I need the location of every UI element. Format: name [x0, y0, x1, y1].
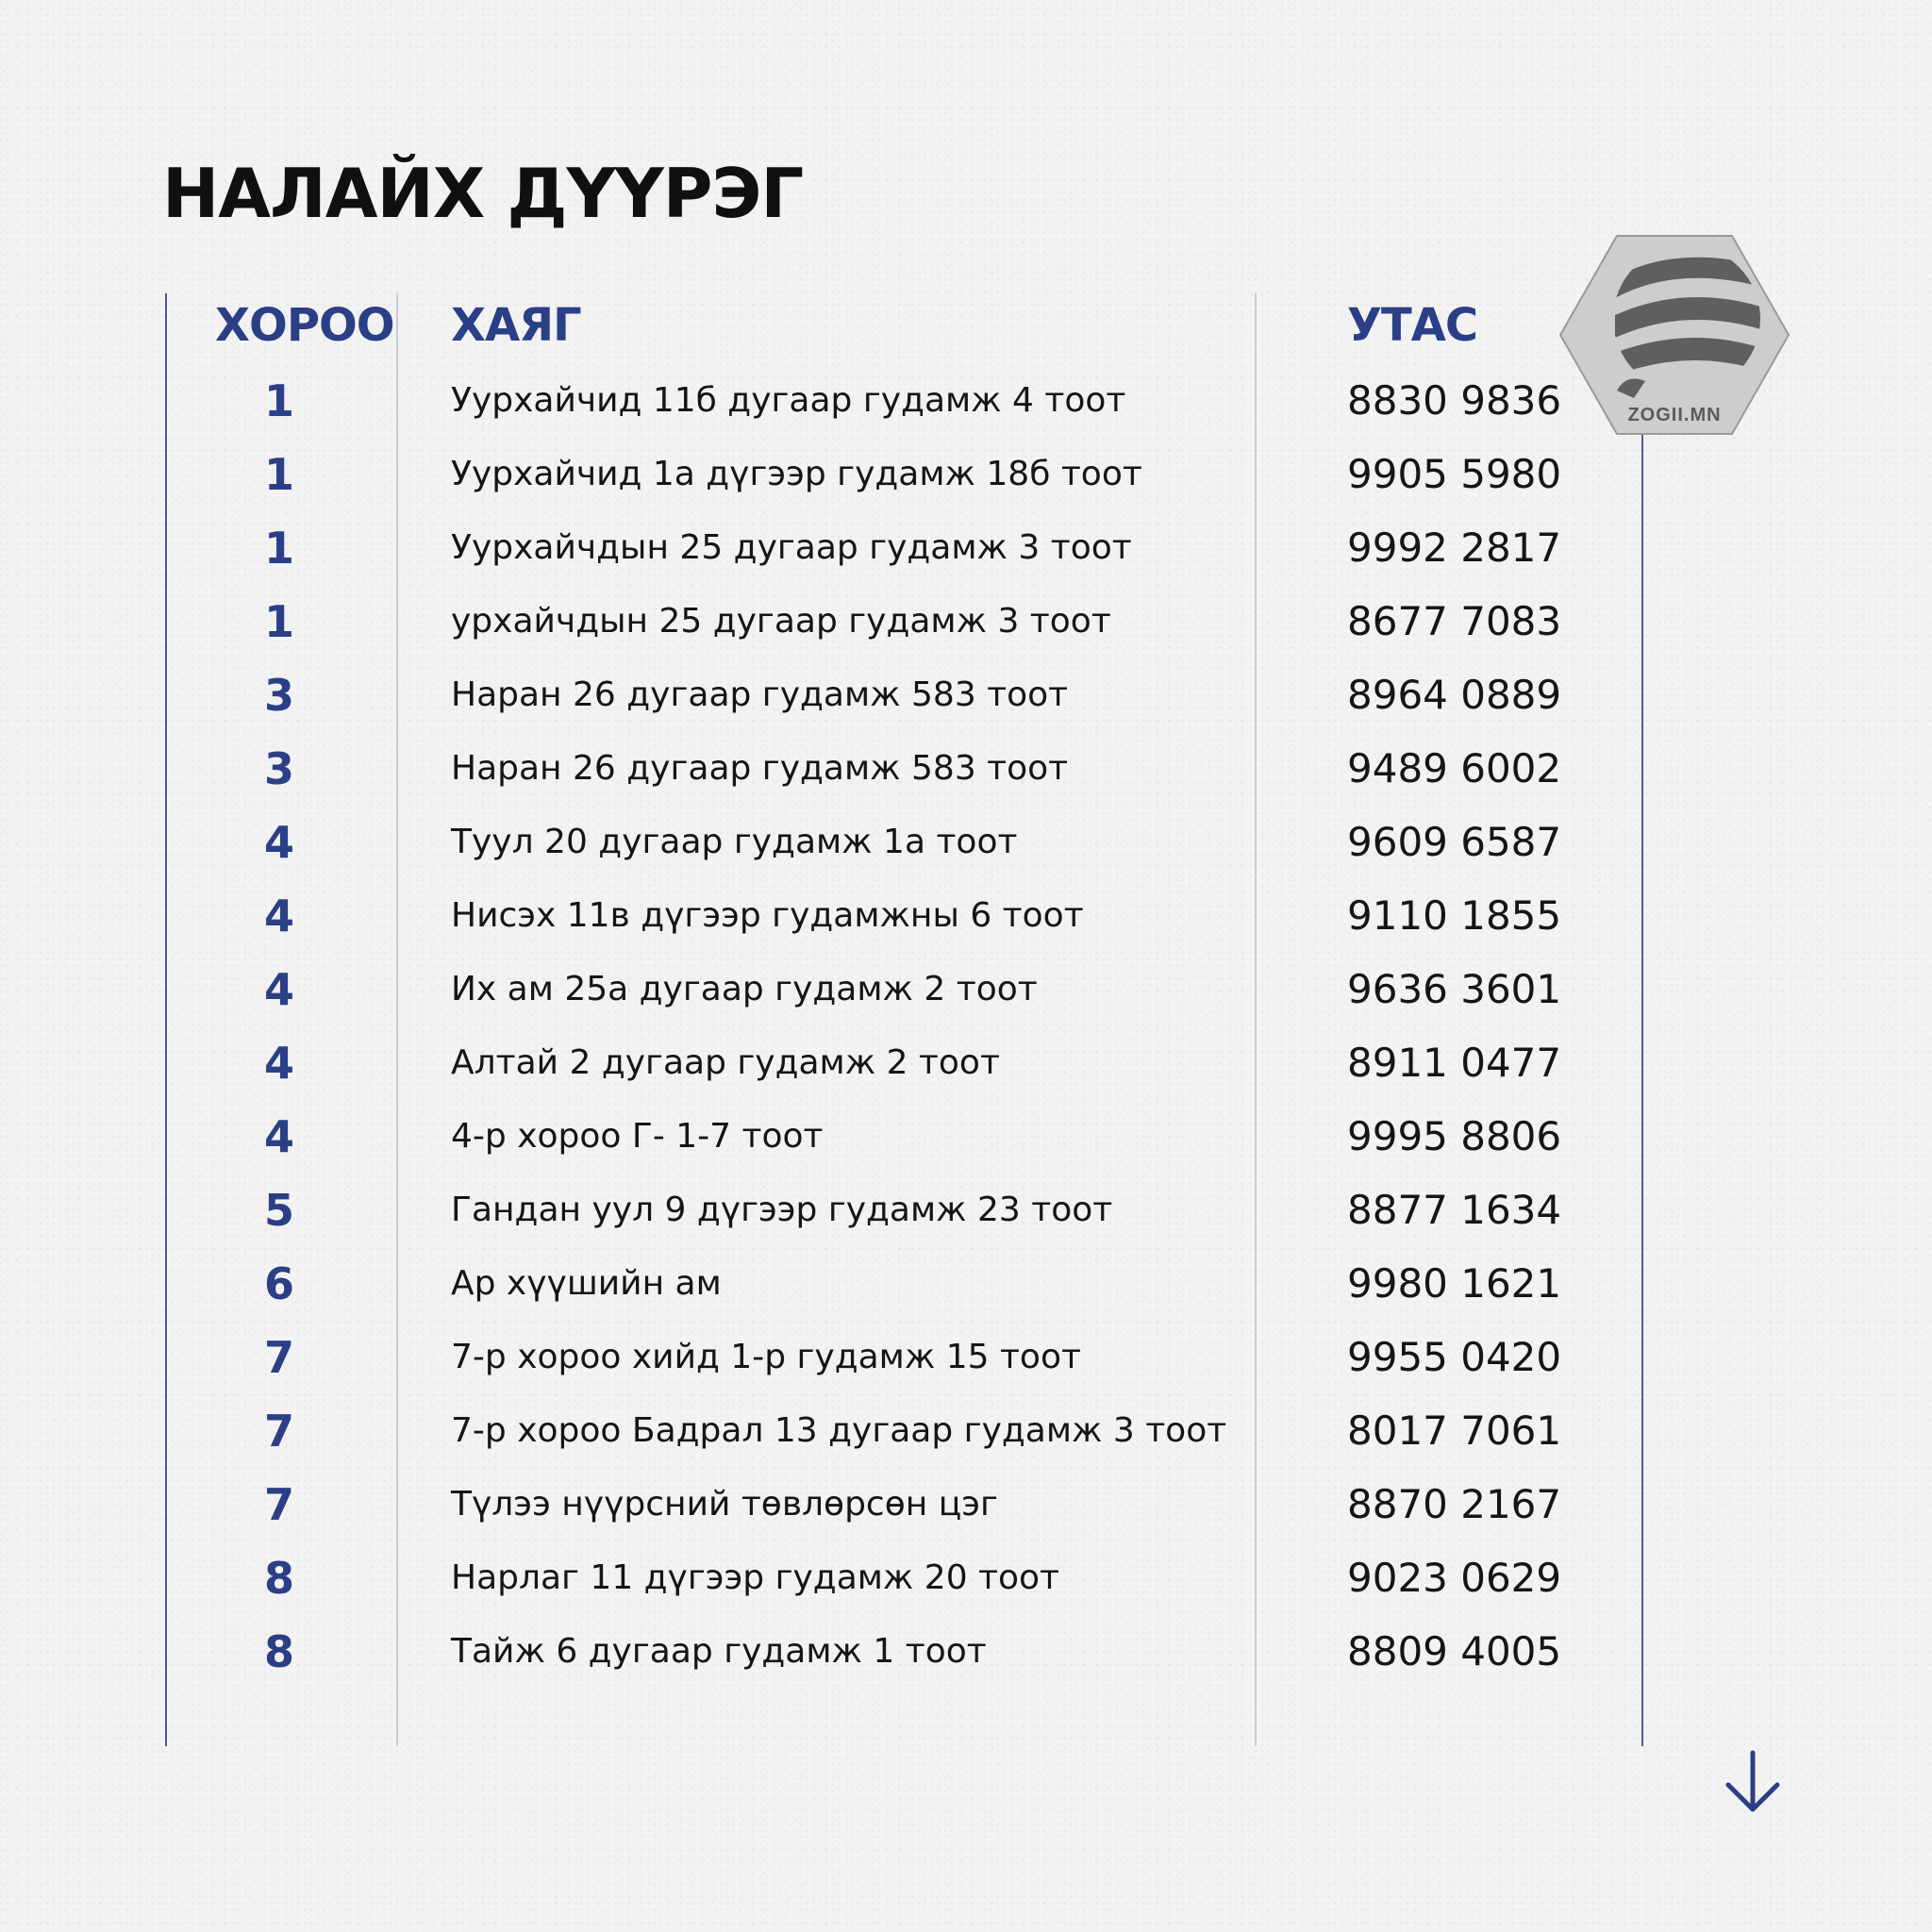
khoroo-number: 8: [263, 1553, 294, 1604]
phone-number: 8964 0889: [1347, 672, 1562, 718]
address-table: [0, 364, 1932, 1689]
khoroo-number: 4: [263, 817, 294, 868]
table-row: [0, 1247, 1932, 1321]
phone-number: 9110 1855: [1347, 892, 1562, 939]
table-row: [0, 732, 1932, 806]
address-text: Ар хүүшийн ам: [451, 1264, 722, 1303]
table-row: [0, 1026, 1932, 1100]
column-header-address: ХАЯГ: [451, 299, 581, 352]
khoroo-number: 5: [263, 1185, 294, 1236]
address-text: Наран 26 дугаар гудамж 583 тоот: [451, 675, 1069, 714]
address-text: урхайчдын 25 дугаар гудамж 3 тоот: [451, 602, 1111, 641]
address-text: Уурхайчдын 25 дугаар гудамж 3 тоот: [451, 528, 1132, 567]
khoroo-number: 1: [263, 523, 294, 574]
scroll-down-arrow[interactable]: [1723, 1749, 1783, 1817]
address-text: Нарлаг 11 дүгээр гудамж 20 тоот: [451, 1558, 1060, 1597]
table-row: [0, 585, 1932, 658]
column-header-khoroo: ХОРОО: [215, 299, 394, 352]
table-row: [0, 658, 1932, 732]
khoroo-number: 8: [263, 1626, 294, 1677]
khoroo-number: 4: [263, 1111, 294, 1162]
khoroo-number: 7: [263, 1332, 294, 1383]
table-row: [0, 1468, 1932, 1541]
khoroo-number: 4: [263, 964, 294, 1015]
address-text: Уурхайчид 11б дугаар гудамж 4 тоот: [451, 381, 1126, 420]
address-text: Наран 26 дугаар гудамж 583 тоот: [451, 749, 1069, 788]
khoroo-number: 1: [263, 596, 294, 647]
table-row: [0, 953, 1932, 1026]
phone-number: 9609 6587: [1347, 819, 1562, 865]
phone-number: 8677 7083: [1347, 598, 1562, 644]
khoroo-number: 3: [263, 670, 294, 721]
phone-number: 9636 3601: [1347, 966, 1562, 1012]
phone-number: 8877 1634: [1347, 1187, 1562, 1233]
phone-number: 9489 6002: [1347, 745, 1562, 791]
khoroo-number: 1: [263, 449, 294, 500]
phone-number: 9995 8806: [1347, 1113, 1562, 1159]
table-row: [0, 1100, 1932, 1174]
phone-number: 9992 2817: [1347, 525, 1562, 571]
table-row: [0, 1541, 1932, 1615]
khoroo-number: 7: [263, 1479, 294, 1530]
table-row: [0, 1321, 1932, 1394]
phone-number: 8830 9836: [1347, 377, 1562, 424]
khoroo-number: 3: [263, 743, 294, 794]
khoroo-number: 4: [263, 891, 294, 941]
address-text: Их ам 25а дугаар гудамж 2 тоот: [451, 970, 1038, 1008]
address-text: Алтай 2 дугаар гудамж 2 тоот: [451, 1043, 1000, 1082]
address-text: Гандан уул 9 дүгээр гудамж 23 тоот: [451, 1191, 1113, 1229]
phone-number: 8911 0477: [1347, 1040, 1562, 1086]
phone-number: 9905 5980: [1347, 451, 1562, 497]
table-row: [0, 879, 1932, 953]
table-row: [0, 1174, 1932, 1247]
khoroo-number: 4: [263, 1038, 294, 1089]
table-row: [0, 806, 1932, 879]
phone-number: 9980 1621: [1347, 1260, 1562, 1307]
phone-number: 8017 7061: [1347, 1407, 1562, 1454]
column-header-phone: УТАС: [1347, 299, 1478, 352]
phone-number: 8870 2167: [1347, 1481, 1562, 1527]
phone-number: 9955 0420: [1347, 1334, 1562, 1380]
phone-number: 8809 4005: [1347, 1628, 1562, 1674]
table-row: [0, 438, 1932, 511]
khoroo-number: 1: [263, 375, 294, 426]
address-text: Тайж 6 дугаар гудамж 1 тоот: [451, 1632, 987, 1671]
address-text: Нисэх 11в дүгээр гудамжны 6 тоот: [451, 896, 1084, 935]
arrow-down-icon: [1723, 1749, 1783, 1817]
address-text: 7-р хороо хийд 1-р гудамж 15 тоот: [451, 1338, 1081, 1376]
table-row: [0, 511, 1932, 585]
khoroo-number: 6: [263, 1258, 294, 1309]
address-text: Туул 20 дугаар гудамж 1а тоот: [451, 823, 1018, 861]
table-row: [0, 1615, 1932, 1689]
address-text: 7-р хороо Бадрал 13 дугаар гудамж 3 тоот: [451, 1411, 1227, 1450]
page-title: НАЛАЙХ ДҮҮРЭГ: [162, 154, 804, 233]
phone-number: 9023 0629: [1347, 1555, 1562, 1601]
address-text: 4-р хороо Г- 1-7 тоот: [451, 1117, 824, 1156]
address-text: Уурхайчид 1а дүгээр гудамж 18б тоот: [451, 455, 1142, 493]
table-row: [0, 1394, 1932, 1468]
logo-text: ZOGII.MN: [1627, 405, 1722, 425]
khoroo-number: 7: [263, 1406, 294, 1457]
address-text: Түлээ нүүрсний төвлөрсөн цэг: [451, 1485, 998, 1524]
table-row: [0, 364, 1932, 438]
